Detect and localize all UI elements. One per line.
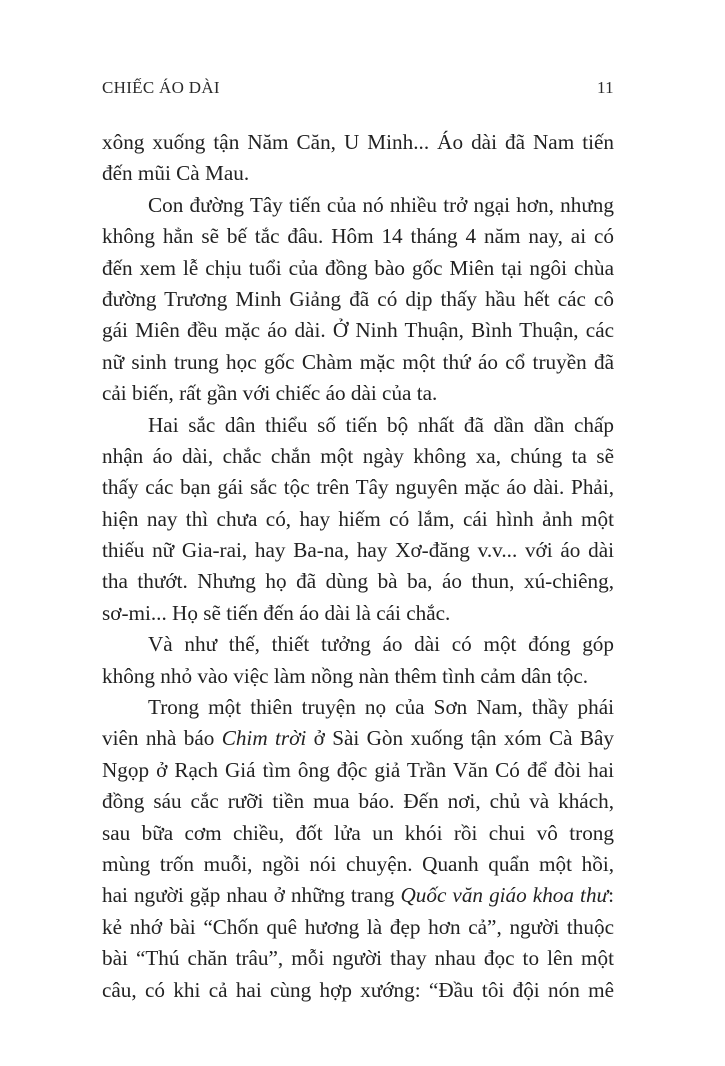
text-line: nhận áo dài, chắc chắn một ngày không xa, chúng ta sẽ [102,443,614,468]
body-text [102,127,614,1006]
text-line: Con đường Tây tiến của nó nhiều trở ngại hơn, nhưng [148,192,614,217]
text-line: không nhỏ vào việc làm nồng nàn thêm tình cảm dân tộc. [102,663,589,688]
text-line: tha thướt. Nhưng họ đã dùng bà ba, áo thun, xú-chiêng, [102,569,614,594]
text-line: không hẳn sẽ bế tắc đâu. Hôm 14 tháng 4 năm nay, ai có [102,224,614,249]
text-line: đồng sáu cắc rưỡi tiền mua báo. Đến nơi, chủ và khách, [102,789,614,814]
text-line: thiếu nữ Gia-rai, hay Ba-na, hay Xơ-đăng v.v... với áo dài [102,538,614,563]
text-line: sơ-mi... Họ sẽ tiến đến áo dài là cái chắc. [102,600,451,625]
running-title: CHIẾC ÁO DÀI [102,78,220,97]
text-line: đến xem lễ chịu tuổi của đồng bào gốc Miên tại ngôi chùa [102,255,614,280]
newspaper-title: Chim trời [221,726,307,751]
text-line: xông xuống tận Năm Căn, U Minh... Áo dài đã Nam tiến [102,130,614,154]
page-number: 11 [597,78,614,97]
text-line: cải biến, rất gần với chiếc áo dài của ta. [102,381,438,406]
text-line: mùng trốn muỗi, ngồi nói chuyện. Quanh quẩn một hồi, [102,851,614,876]
text-line: hiện nay thì chưa có, hay hiếm có lắm, cái hình ảnh một [102,506,614,531]
text-segment: : [608,883,614,908]
text-segment: viên nhà báo [102,726,222,751]
text-line: kẻ nhớ bài “Chốn quê hương là đẹp hơn cả”, người thuộc [102,914,614,939]
text-line: sau bữa cơm chiều, đốt lửa un khói rồi chui vô trong [102,820,614,845]
text-line: nữ sinh trung học gốc Chàm mặc một thứ áo cổ truyền đã [102,349,614,374]
text-line: gái Miên đều mặc áo dài. Ở Ninh Thuận, Bình Thuận, các [102,318,614,343]
textbook-title: Quốc văn giáo khoa thư [400,883,609,908]
text-segment: hai người gặp nhau ở những trang [102,883,401,908]
text-line: Và như thế, thiết tưởng áo dài có một đóng góp [148,632,614,657]
text-line: đường Trương Minh Giảng đã có dịp thấy hầu hết các cô [102,286,614,311]
text-line: thấy các bạn gái sắc tộc trên Tây nguyên mặc áo dài. Phải, [102,475,614,500]
text-line: câu, có khi cả hai cùng hợp xướng: “Đầu tôi đội nón mê [102,977,614,1002]
text-line: bài “Thú chăn trâu”, mỗi người thay nhau đọc to lên một [102,946,614,971]
text-line: Ngọp ở Rạch Giá tìm ông độc giả Trần Văn Có để đòi hai [102,757,614,782]
text-line [102,723,614,754]
text-line: Hai sắc dân thiểu số tiến bộ nhất đã dần dần chấp [148,412,614,437]
text-line [102,880,614,911]
text-line: đến mũi Cà Mau. [102,161,250,186]
running-header [102,78,614,108]
text-line: Trong một thiên truyện nọ của Sơn Nam, thầy phái [148,695,614,720]
text-segment: ở Sài Gòn xuống tận xóm Cà Bây [306,726,614,751]
